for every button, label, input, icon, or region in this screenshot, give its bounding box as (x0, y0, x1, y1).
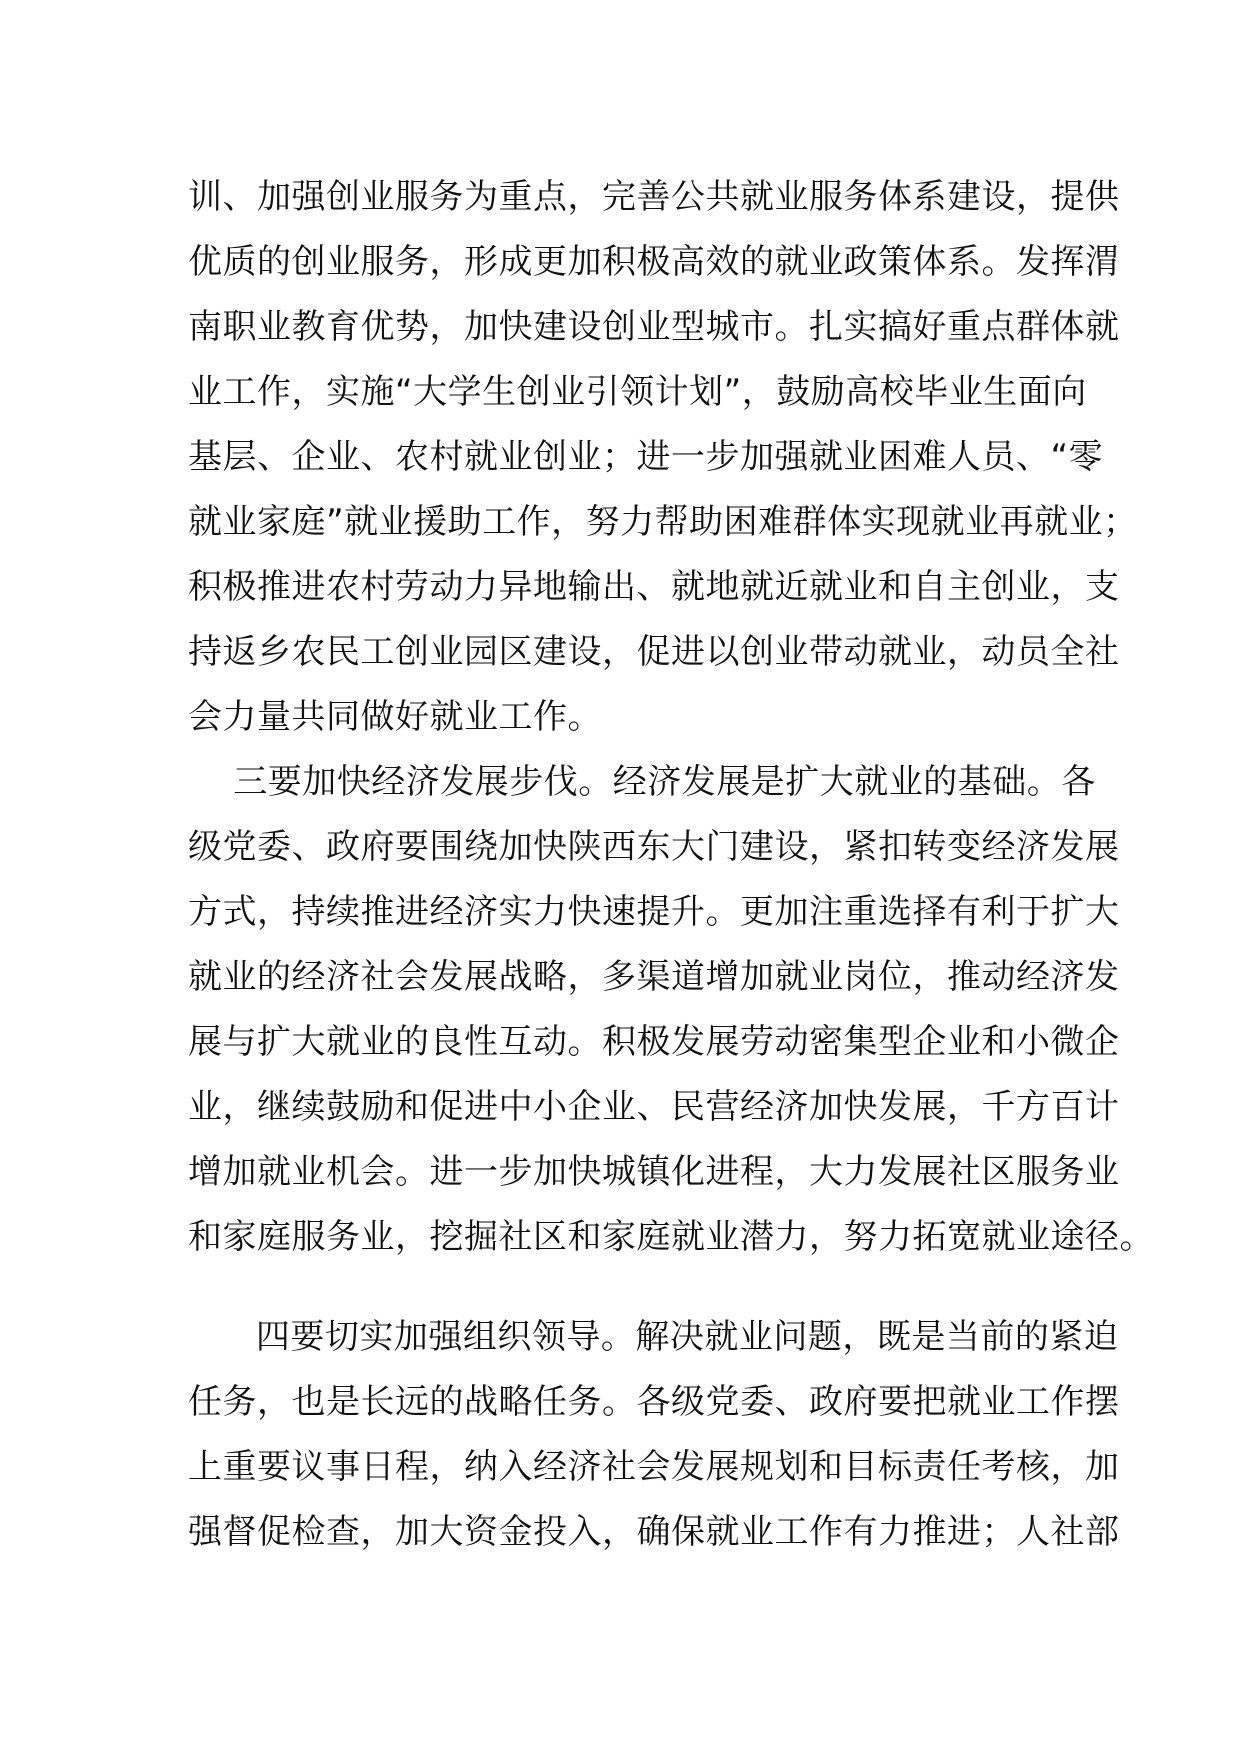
text-line: 就业家庭”就业援助工作，努力帮助困难群体实现就业再就业； (188, 502, 1138, 542)
paragraph-employment-services (188, 165, 1138, 750)
text-line: 业，继续鼓励和促进中小企业、民营经济加快发展，千方百计 (188, 1087, 1120, 1127)
text-line: 上重要议事日程，纳入经济社会发展规划和目标责任考核，加 (188, 1447, 1120, 1487)
paragraph-organizational-leadership (188, 1305, 1120, 1565)
text-line: 强督促检查，加大资金投入，确保就业工作有力推进；人社部 (188, 1512, 1120, 1552)
text-line: 就业的经济社会发展战略，多渠道增加就业岗位，推动经济发 (188, 957, 1120, 997)
paragraph-economic-development (188, 750, 1154, 1270)
text-line: 业工作，实施“大学生创业引领计划”，鼓励高校毕业生面向 (188, 372, 1087, 412)
text-line: 优质的创业服务，形成更加积极高效的就业政策体系。发挥渭 (188, 242, 1120, 282)
text-line: 任务，也是长远的战略任务。各级党委、政府要把就业工作摆 (188, 1382, 1120, 1422)
text-line: 训、加强创业服务为重点，完善公共就业服务体系建设，提供 (188, 177, 1120, 217)
text-line: 会力量共同做好就业工作。 (188, 697, 602, 737)
text-line: 级党委、政府要围绕加快陕西东大门建设，紧扣转变经济发展 (188, 827, 1120, 867)
text-line: 持返乡农民工创业园区建设，促进以创业带动就业，动员全社 (188, 632, 1120, 672)
text-line: 积极推进农村劳动力异地输出、就地就近就业和自主创业，支 (188, 567, 1120, 607)
text-line: 和家庭服务业，挖掘社区和家庭就业潜力，努力拓宽就业途径。 (188, 1217, 1154, 1257)
text-line: 方式，持续推进经济实力快速提升。更加注重选择有利于扩大 (188, 892, 1120, 932)
text-line: 展与扩大就业的良性互动。积极发展劳动密集型企业和小微企 (188, 1022, 1120, 1062)
text-line: 南职业教育优势，加快建设创业型城市。扎实搞好重点群体就 (188, 307, 1120, 347)
text-line: 三要加快经济发展步伐。经济发展是扩大就业的基础。各 (188, 762, 1096, 802)
text-line: 基层、企业、农村就业创业；进一步加强就业困难人员、“零 (188, 437, 1104, 477)
text-line: 增加就业机会。进一步加快城镇化进程，大力发展社区服务业 (188, 1152, 1120, 1192)
text-line: 四要切实加强组织领导。解决就业问题，既是当前的紧迫 (188, 1317, 1119, 1357)
